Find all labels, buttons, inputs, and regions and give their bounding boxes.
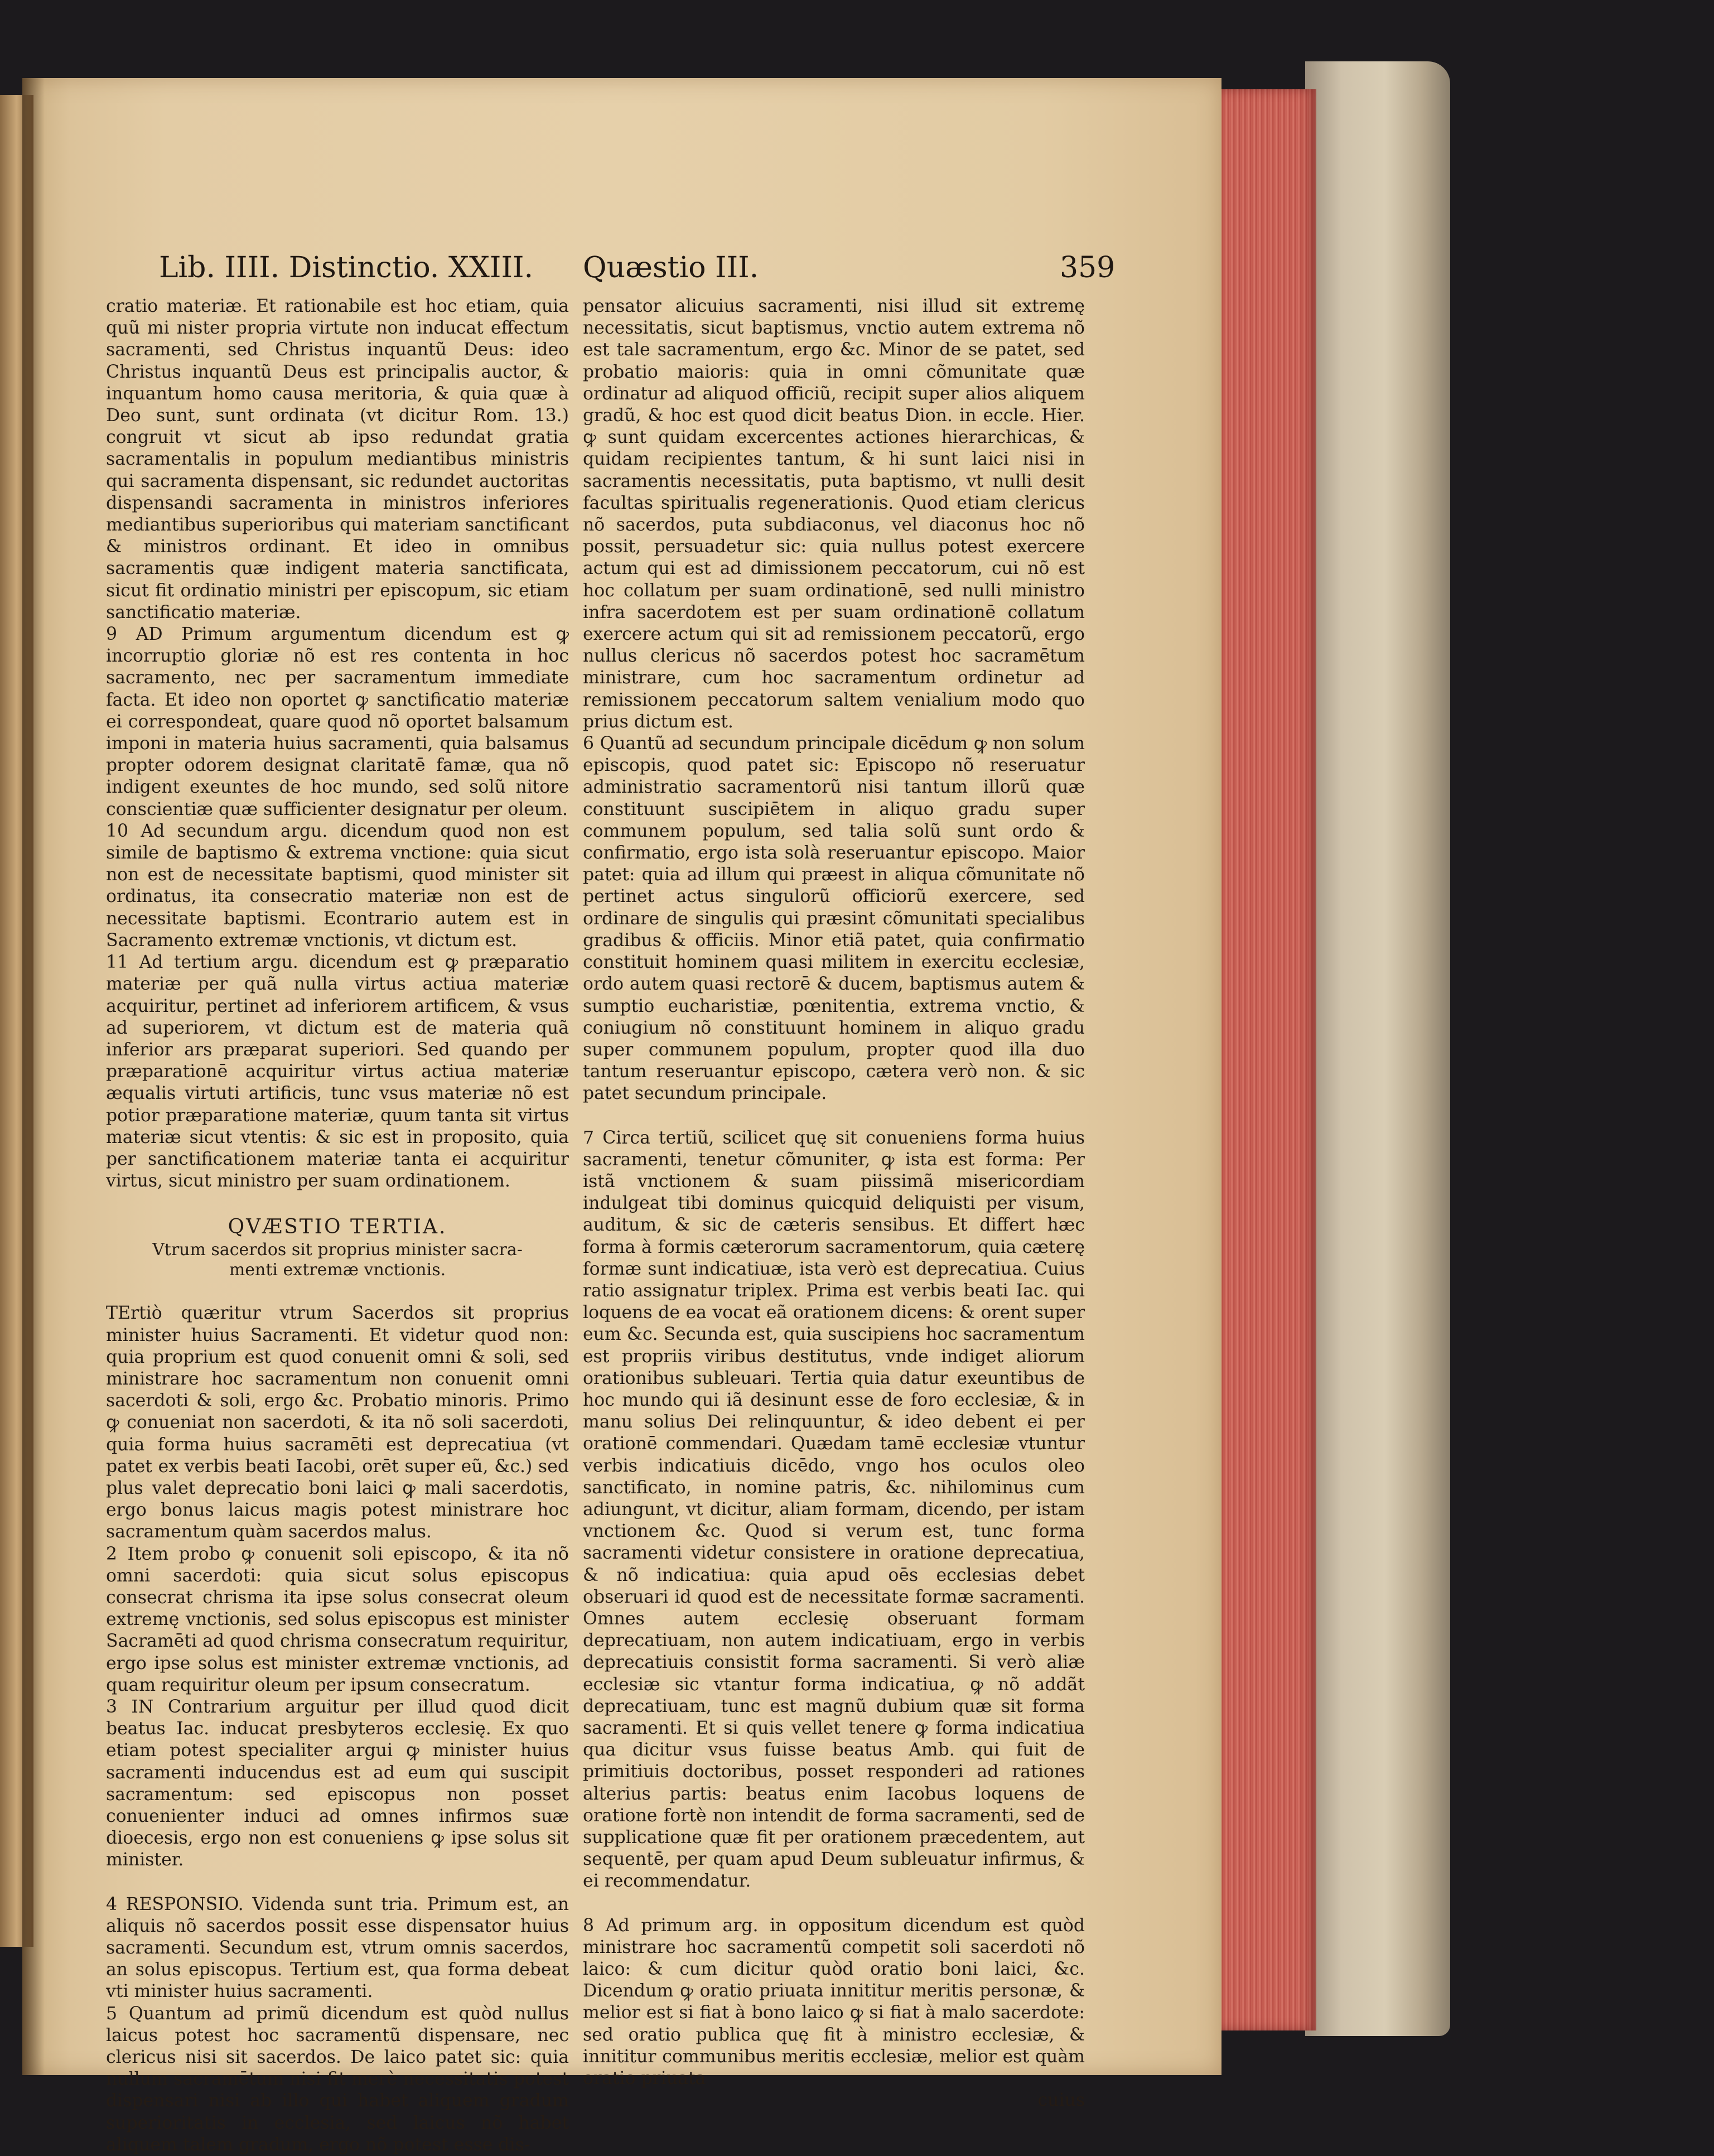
paragraph: 7 Circa tertiũ, scilicet quę sit conueniens forma huius sacramenti, tenetur cõmuniter, ꝙ ista est forma: Per istã vnctionem & suam piissimã misericordiam indulgeat tibi dominus quicquid deliquisti per visum, auditum, & sic de cæteris sensibus. Et differt hæc forma à formis cæterorum sacramentorum, quia cæterę formæ sunt indicatiuæ, ista verò est deprecatiua. Cuius ratio assignatur triplex. Prima est verbis beati Iac. qui loquens de ea vocat eã orationem dicens: & orent super eum &c. Secunda est, quia suscipiens hoc sacramentum est propriis viribus destitutus, vnde indiget aliorum orationibus subleuari. Tertia quia datur exeuntibus de hoc mundo qui iã desinunt esse de foro ecclesiæ, & in manu solius Dei relinquuntur, & ideo debent ei per orationē commendari. Quædam tamē ecclesiæ vtuntur verbis indicatiuis dicēdo, vngo hos oculos oleo sanctificato, in nomine patris, &c. nihilominus cum adiungunt, vt dicitur, aliam formam, dicendo, per istam vnctionem &c. Quod si verum est, tunc forma sacramenti videtur consistere in oratione deprecatiua, & nõ indicatiua: quia apud oēs ecclesias debet obseruari id quod est de necessitate formæ sacramenti. Omnes autem ecclesię obseruant formam deprecatiuam, non autem indicatiuam, ergo in verbis deprecatiuis consistit forma sacramenti. Si verò aliæ ecclesiæ sic vtantur forma indicatiua, ꝙ nõ addãt deprecatiuam, tunc est magnũ dubium quæ sit forma sacramenti. Et si quis vellet tenere ꝙ forma indicatiua qua dicitur vsus fuisse beatus Amb. qui fuit de primitiuis doctoribus, posset responderi ad rationes alterius partis: beatus enim Iacobus loquens de oratione fortè non intendit de forma sacramenti, sed de supplicatione quæ fit per orationem præcedentem, aut sequentē, per quam apud Deum subleuatur infirmus, & ei recommendatur. [583,1127,1085,1892]
question-subtitle: Vtrum sacerdos sit proprius minister sacra- [152,1240,523,1260]
paragraph: 11 Ad tertium argu. dicendum est ꝙ præparatio materiæ per quã nulla virtus actiua materiæ acquiritur, pertinet ad inferiorem artificem, & vsus ad superiorem, vt dictum est de materia quã inferior ars præparat superiori. Sed quando per præparationē acquiritur virtus actiua materiæ æqualis virtuti artificis, tunc vsus materiæ nõ est potior præparatione materiæ, quum tanta sit virtus materiæ sicut vtentis: & sic est in proposito, quia per sanctificationem materiæ tanta ei acquiritur virtus, sicut ministro per suam ordinationem. [106,952,569,1192]
paragraph: 3 IN Contrarium arguitur per illud quod dicit beatus Iac. inducat presbyteros ecclesię. Ex quo etiam potest specialiter argui ꝙ minister huius sacramenti inducendus est ad eum qui suscipit sacramentum: sed episcopus non posset conuenienter induci ad omnes infirmos suæ dioecesis, ergo non est conueniens ꝙ ipse solus sit minister. [106,1696,569,1870]
gutter-shadow [22,78,45,2075]
paragraph: 6 Quantũ ad secundum principale dicēdum ꝙ non solum episcopis, quod patet sic: Episcopo nõ reseruatur administratio sacramentorũ nisi tantum illorũ quæ constituunt suscipiētem in aliquo gradu super communem populum, sed talia solũ sunt ordo & confirmatio, ergo ista solà reseruantur episcopo. Maior patet: quia ad illum qui præest in aliqua cõmunitate nõ pertinet actus singulorũ officiorũ exercere, sed ordinare de singulis qui præsint cõmunitati specialibus gradibus & officiis. Minor etiã patet, quia confirmatio constituit hominem quasi militem in exercitu ecclesiæ, ordo autem quasi rectorē & ducem, baptismus autem & sumptio eucharistiæ, pœnitentia, extrema vnctio, & coniugium nõ constituunt hominem in aliquo gradu super communem populum, propter quod illa duo tantum reseruantur episcopo, cætera verò non. & sic patet secundum principale. [583,734,1085,1104]
paragraph: TErtiò quæritur vtrum Sacerdos sit proprius minister huius Sacramenti. Et videtur quod non: quia proprium est quod conuenit omni & soli, sed ministrare hoc sacramentum non conuenit omni sacerdoti & soli, ergo &c. Probatio minoris. Primo ꝙ conueniat non sacerdoti, & ita nõ soli sacerdoti, quia forma huius sacramēti est deprecatiua (vt patet ex verbis beati Iacobi, orēt super eũ, &c.) sed plus valet deprecatio boni laici ꝙ mali sacerdotis, ergo bonus laicus magis potest ministrare hoc sacramentum quàm sacerdos malus. [106,1303,569,1542]
header-question: Quæstio III. [583,251,759,284]
paragraph: 8 Ad primum arg. in oppositum dicendum est quòd ministrare hoc sacramentũ competit soli sacerdoti nõ laico: & cum dicitur quòd oratio boni laici, &c. Dicendum ꝙ oratio priuata innititur meritis personæ, & melior est si fiat à bono laico ꝙ si fiat à malo sacerdote: sed oratio publica quę fit à ministro ecclesiæ, & innititur communibus meritis ecclesiæ, melior est quàm oratio priuata [583,1915,1085,2089]
paragraph: 10 Ad secundum argu. dicendum quod non est simile de baptismo & extrema vnctione: quia sicut non est de necessitate baptismi, quod minister sit ordinatus, ita consecratio materiæ non est de necessitate baptismi. Econtrario autem est in Sacramento extremæ vnctionis, vt dictum est. [106,821,569,951]
header-book-distinction: Lib. IIII. Distinctio. XXIII. [159,251,534,284]
running-header [22,251,1221,296]
right-text-column [583,296,1085,2111]
page-number: 359 [1060,251,1116,284]
paragraph: 2 Item probo ꝙ conuenit soli episcopo, & ita nõ omni sacerdoti: quia sicut solus episcopus consecrat chrisma ita ipse solus consecrat oleum extremę vnctionis, sed solus episcopus est minister Sacramēti ad quod chrisma consecratum requiritur, ergo ipse solus est minister extremæ vnctionis, ad quam requiritur oleum per ipsum consecratum. [106,1544,569,1695]
paragraph: 9 AD Primum argumentum dicendum est ꝙ incorruptio gloriæ nõ est res contenta in hoc sacramento, nec per sacramentum immediate facta. Et ideo non oportet ꝙ sanctificatio materiæ ei correspondeat, quare quod nõ oportet balsamum imponi in materia huius sacramenti, quia balsamus propter odorem designat claritatē famæ, qua nõ indigent exeuntes de hoc mundo, sed solũ nitore conscientiæ quæ sufficienter designatur per oleum. [106,624,569,819]
question-title: QVÆSTIO TERTIA. [228,1216,447,1239]
red-page-edges [1219,89,1316,2030]
paragraph: 5 Quantum ad primũ dicendum est quòd nullus laicus potest hoc sacramentũ dispensare, nec clericus nisi sit sacerdos. De laico patet sic: quia nullum sacramētum nisi fit merè necessitatis potest dispensari nisi ab illo qui habet aliquem gradum superioritatis in ecclesia, sed laicus nõ habet aliquem talem gradum, ergo nõ potest esse dis- [106,2003,569,2155]
vellum-cover [1305,61,1450,2036]
question-subtitle: menti extremæ vnctionis. [229,1260,446,1280]
left-text-column [106,296,569,2156]
paragraph: cratio materiæ. Et rationabile est hoc etiam, quia quũ mi nister propria virtute non inducat effectum sacramenti, sed Christus inquantũ Deus: ideo Christus inquantũ Deus est principalis auctor, & inquantum homo causa meritoria, & quia quæ à Deo sunt, sunt ordinata (vt dicitur Rom. 13.) congruit vt sicut ab ipso redundat gratia sacramentalis in populum mediantibus ministris qui sacramenta dispensant, sic redundet auctoritas dispensandi sacramenta in ministros inferiores mediantibus superioribus qui materiam sanctificant & ministros ordinant. Et ideo in omnibus sacramentis quæ indigent materia sanctificata, sicut fit ordinatio ministri per episcopum, sic etiam sanctificatio materiæ. [106,296,569,623]
book-page [22,78,1221,2155]
paragraph: pensator alicuius sacramenti, nisi illud sit extremę necessitatis, sicut baptismus, vnctio autem extrema nõ est tale sacramentum, ergo &c. Minor de se patet, sed probatio maioris: quia in omni cõmunitate quæ ordinatur ad aliquod officiũ, recipit super alios aliquem gradũ, & hoc est quod dicit beatus Dion. in eccle. Hier. ꝙ sunt quidam excercentes actiones hierarchicas, & quidam recipientes tantum, & hi sunt laici nisi in sacramentis necessitatis, puta baptismo, vt nulli desit facultas spiritualis regenerationis. Quod etiam clericus nõ sacerdos, puta subdiaconus, vel diaconus hoc nõ possit, persuadetur sic: quia nullus potest exercere actum qui est ad dimissionem peccatorum, cui nõ est hoc collatum per suam ordinationē, sed nulli ministro infra sacerdotem est per suam ordinationē collatum exercere actum qui sit ad remissionem peccatorũ, ergo nullus clericus nõ sacerdos potest hoc sacramētum ministrare, cum hoc sacramentum ordinetur ad remissionem peccatorum saltem venialium modo quo prius dictum est. [583,296,1085,732]
catchword: cuius [1037,2090,1085,2111]
paragraph: 4 RESPONSIO. Videnda sunt tria. Primum est, an aliquis nõ sacerdos possit esse dispensator huius sacramenti. Secundum est, vtrum omnis sacerdos, an solus episcopus. Tertium est, qua forma debeat vti minister huius sacramenti. [106,1894,569,2002]
